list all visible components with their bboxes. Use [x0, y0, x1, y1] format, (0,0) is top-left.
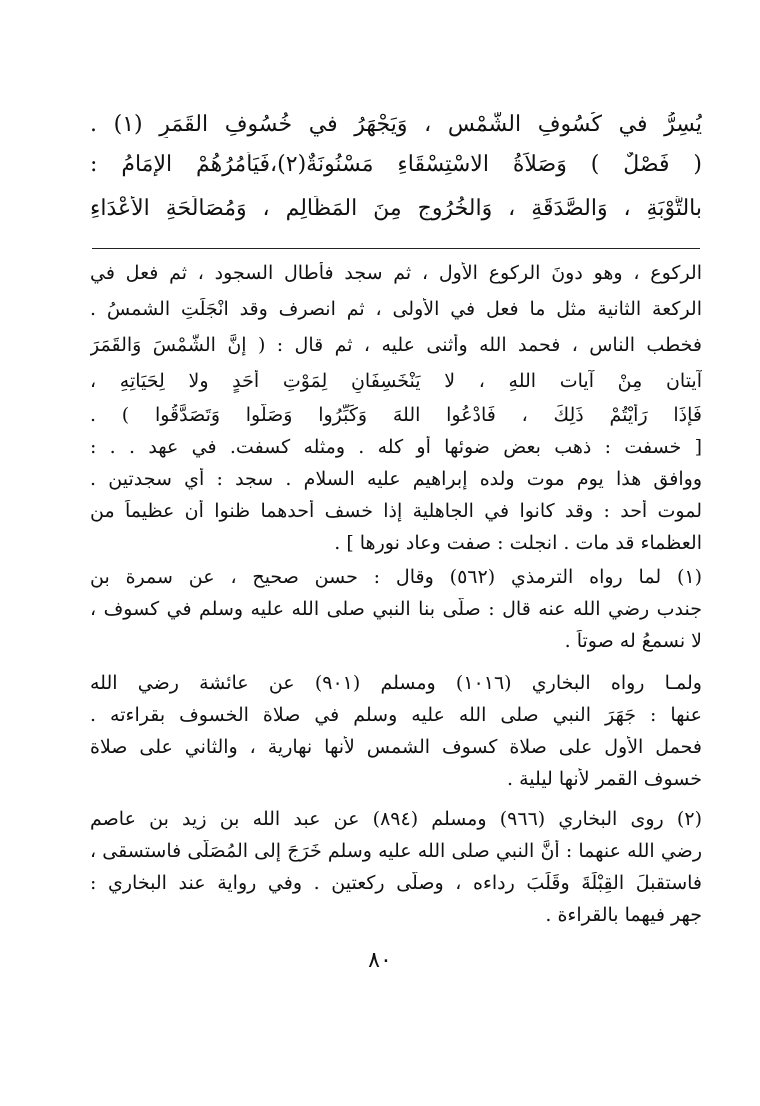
page-number: ٨٠: [368, 948, 392, 973]
footnote-line: فاستقبلَ القِبْلَةَ وقَلَبَ رداءه ، وصلّى ركعتين . وفي رواية عند البخاري :: [90, 872, 702, 894]
commentary-line: العظماء قد مات . انجلت : صفت وعاد نورها ] .: [334, 532, 702, 554]
footnote-line: خسوف القمر لأنها ليلية .: [507, 768, 702, 790]
footnote-line: (٢) روى البخاري (٩٦٦) ومسلم (٨٩٤) عن عبد الله بن زيد بن عاصم: [90, 808, 702, 830]
footnote-line: رضي الله عنهما : أنَّ النبي صلى الله عليه وسلم خَرَجَ إلى المُصَلَّى فاستسقى ،: [90, 840, 702, 862]
footnote-line: عنها : جَهَرَ النبي صلى الله عليه وسلم في صلاة الخسوف بقراءته .: [90, 704, 702, 726]
main-text-line: يُسِرُّ في كُسُوفِ الشَّمْسِ ، وَيَجْهَرُ في خُسُوفِ القَمَرِ (١) .: [90, 112, 702, 137]
main-text-line: ( فَصْلٌ ) وَصَلاَةُ الاسْتِسْقَاءِ مَسْنُونَةٌ(٢)،فَيَأْمُرُهُمْ الإمَامُ :: [90, 152, 702, 177]
footnote-line: جندب رضي الله عنه قال : صلّى بنا النبي صلى الله عليه وسلم في كسوف ،: [90, 598, 702, 620]
commentary-line: الركعة الثانية مثل ما فعل في الأولى ، ثم انصرف وقد انْجَلَتِ الشمسُ .: [90, 298, 702, 320]
footnote-line: جهر فيهما بالقراءة .: [545, 904, 702, 926]
footnote-line: ولمـا رواه البخاري (١٠١٦) ومسلم (٩٠١) عن عائشة رضي الله: [90, 672, 702, 694]
commentary-line: لموت أحد : وقد كانوا في الجاهلية إذا خسف أحدهما ظنوا أن عظيماً من: [90, 500, 702, 522]
commentary-line: فَإذَا رَأيْتُمْ ذَلِكَ ، فَادْعُوا اللهَ وَكَبِّرُوا وَصَلُّوا وَتَصَدَّقُوا ) .: [90, 404, 702, 426]
commentary-line: الركوع ، وهو دونَ الركوع الأول ، ثم سجد فأطال السجود ، ثم فعل في: [90, 262, 702, 284]
commentary-line: آيتان مِنْ آيات اللهِ ، لا يَنْخَسِفَانِ لِمَوْتِ أحَدٍ ولا لِحَيَاتِهِ ،: [90, 370, 702, 392]
footnote-line: فحمل الأول على صلاة كسوف الشمس لأنها نهارية ، والثاني على صلاة: [90, 736, 702, 758]
footnote-line: (١) لما رواه الترمذي (٥٦٢) وقال : حسن صحيح ، عن سمرة بن: [90, 566, 702, 588]
commentary-line: ووافق هذا يوم موت ولده إبراهيم عليه السلام . سجد : أي سجدتين .: [90, 468, 702, 490]
commentary-line: [ خسفت : ذهب بعض ضوئها أو كله . ومثله كسفت. في عهد . . :: [90, 436, 702, 458]
commentary-line: فخطب الناس ، فحمد الله وأثنى عليه ، ثم قال : ( إنَّ الشَّمْسَ وَالقَمَرَ: [90, 334, 702, 356]
footnote-divider: [92, 248, 700, 249]
main-text-line: بالتَّوْبَةِ ، وَالصَّدَقَةِ ، وَالخُرُوجِ مِنَ المَظَالِمِ ، وَمُصَالَحَةِ الأعْدَاءِ: [90, 196, 702, 221]
footnote-line: لا نسمعُ له صوتاً .: [564, 630, 702, 652]
